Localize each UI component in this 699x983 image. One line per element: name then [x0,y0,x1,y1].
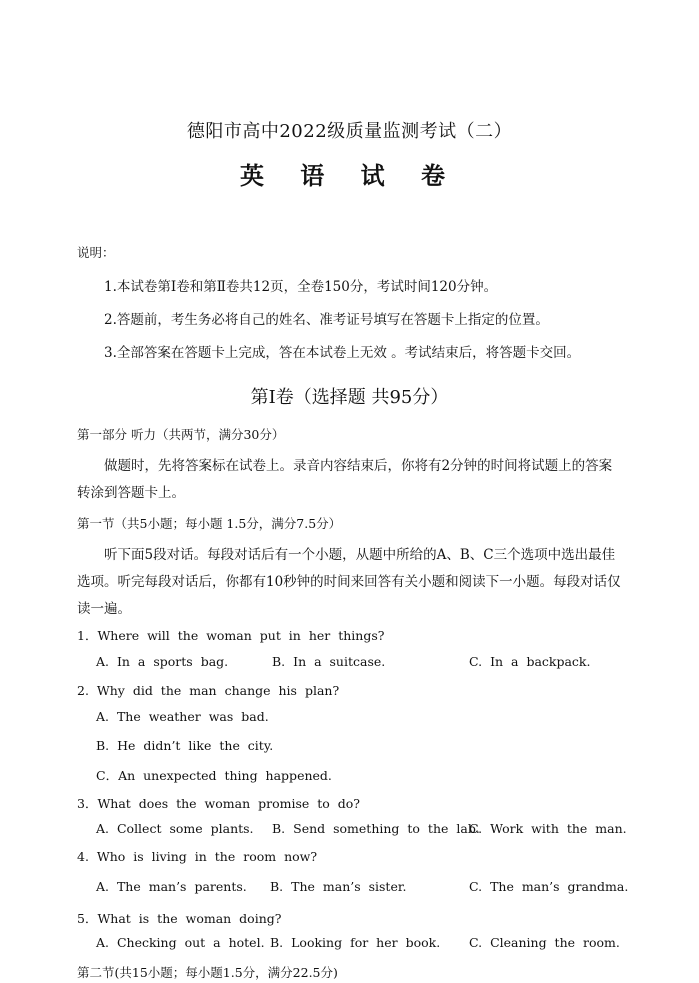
question-1-stem: 1．Where will the woman put in her things? [77,628,385,643]
question-3-option-c: C. Work with the man. [469,821,627,836]
instructions-label: 说明： [77,245,115,260]
question-1-option-b: B. In a suitcase. [272,654,386,669]
section1-intro: 听下面5段对话。每段对话后有一个小题，从题中所给的A、B、C三个选项中选出最佳选项。听完每段对话后，你都有10秒钟的时间来回答有关小题和阅读下一小题。每段对话仅读一遍。 [77,547,621,617]
instruction-item-1: 1.本试卷第Ⅰ卷和第Ⅱ卷共12页，全卷150分，考试时间120分钟。 [104,279,498,295]
question-4-option-b: B. The man’s sister. [270,879,407,894]
volume-title: 第Ⅰ卷（选择题 共95分） [250,387,449,408]
question-5-stem: 5．What is the woman doing? [77,911,282,926]
question-5-option-c: C. Cleaning the room. [469,935,620,950]
part1-title: 第一部分 听力（共两节，满分30分） [77,427,285,442]
section1-title: 第一节（共5小题；每小题 1.5分，满分7.5分） [77,516,342,531]
question-4-option-c: C. The man’s grandma. [469,879,629,894]
question-3-option-b: B. Send something to the lab. [272,821,480,836]
question-5-option-b: B. Looking for her book. [270,935,441,950]
question-5-option-a: A. Checking out a hotel. [96,935,265,950]
question-2-option-c: C．An unexpected thing happened. [96,768,332,783]
part1-intro: 做题时，先将答案标在试卷上。录音内容结束后，你将有2分钟的时间将试题上的答案转涂到答题卡上。 [77,458,613,501]
section2-title: 第二节(共15小题；每小题1.5分，满分22.5分) [77,965,338,980]
question-3-stem: 3．What does the woman promise to do? [77,796,361,811]
question-2-option-a: A. The weather was bad. [96,709,269,724]
question-4-option-a: A. The man’s parents. [96,879,247,894]
question-4-stem: 4. Who is living in the room now? [77,849,318,864]
instruction-item-2: 2.答题前，考生务必将自己的姓名、准考证号填写在答题卡上指定的位置。 [104,312,549,328]
subject-title: 英 语 试 卷 [239,162,460,190]
question-2-stem: 2. Why did the man change his plan? [77,683,340,698]
question-1-option-a: A. In a sports bag. [96,654,229,669]
question-1-option-c: C. In a backpack. [469,654,591,669]
instruction-item-3: 3.全部答案在答题卡上完成，答在本试卷上无效 。考试结束后，将答题卡交回。 [104,345,581,361]
exam-title: 德阳市高中2022级质量监测考试（二） [186,121,513,142]
question-3-option-a: A. Collect some plants. [96,821,254,836]
question-2-option-b: B. He didn’t like the city. [96,738,274,753]
